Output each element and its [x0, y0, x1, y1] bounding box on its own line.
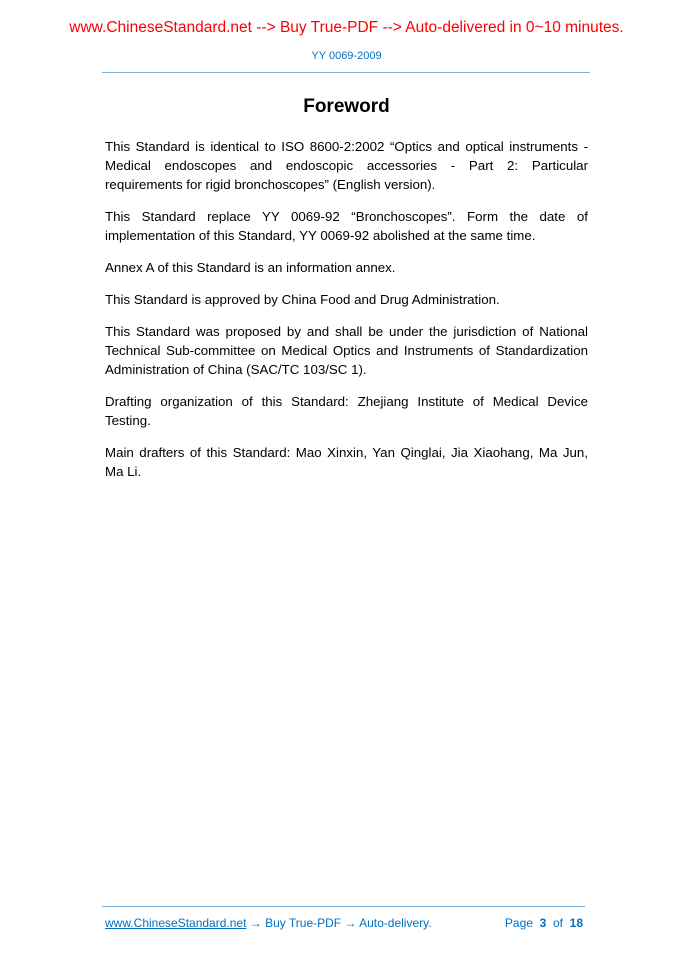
footer-divider: [102, 906, 585, 907]
page-of: of: [552, 916, 563, 930]
foreword-body: [105, 137, 588, 494]
page-footer: [105, 916, 585, 930]
page-current: 3: [539, 916, 547, 930]
paragraph-drafters: Main drafters of this Standard: Mao Xinxin, Yan Qinglai, Jia Xiaohang, Ma Jun, Ma Li.: [105, 445, 588, 479]
paragraph-identical-standard: This Standard is identical to ISO 8600-2:2002 “Optics and optical instruments - Medical endoscopes and endoscopic accessories - Part 2: Particular requirements for rigid bronchoscopes” (English version).: [105, 139, 588, 192]
standard-code-header: YY 0069-2009: [311, 50, 382, 62]
header-divider: [102, 72, 590, 73]
page-label: Page: [504, 916, 533, 930]
paragraph-annex: Annex A of this Standard is an information annex.: [105, 260, 396, 275]
paragraph-approval: This Standard is approved by China Food and Drug Administration.: [105, 292, 500, 307]
page-total: 18: [569, 916, 583, 930]
paragraph-replacement: This Standard replace YY 0069-92 “Bronchoscopes”. Form the date of implementation of this Standard, YY 0069-92 abolished at the same time.: [105, 209, 588, 243]
footer-site-link[interactable]: www.ChineseStandard.net: [105, 916, 247, 930]
paragraph-drafting-org: Drafting organization of this Standard: Zhejiang Institute of Medical Device Testing.: [105, 394, 588, 428]
footer-tagline: → Buy True-PDF → Auto-delivery.: [246, 916, 432, 930]
page-indicator: [505, 916, 583, 930]
top-promo-banner[interactable]: www.ChineseStandard.net --> Buy True-PDF --> Auto-delivered in 0~10 minutes.: [69, 19, 624, 36]
page-title: Foreword: [303, 96, 390, 117]
paragraph-jurisdiction: This Standard was proposed by and shall be under the jurisdiction of National Technical Sub-committee on Medical Optics and Instruments of Standardization Administration of China (SAC/TC 103/SC 1).: [105, 324, 588, 377]
